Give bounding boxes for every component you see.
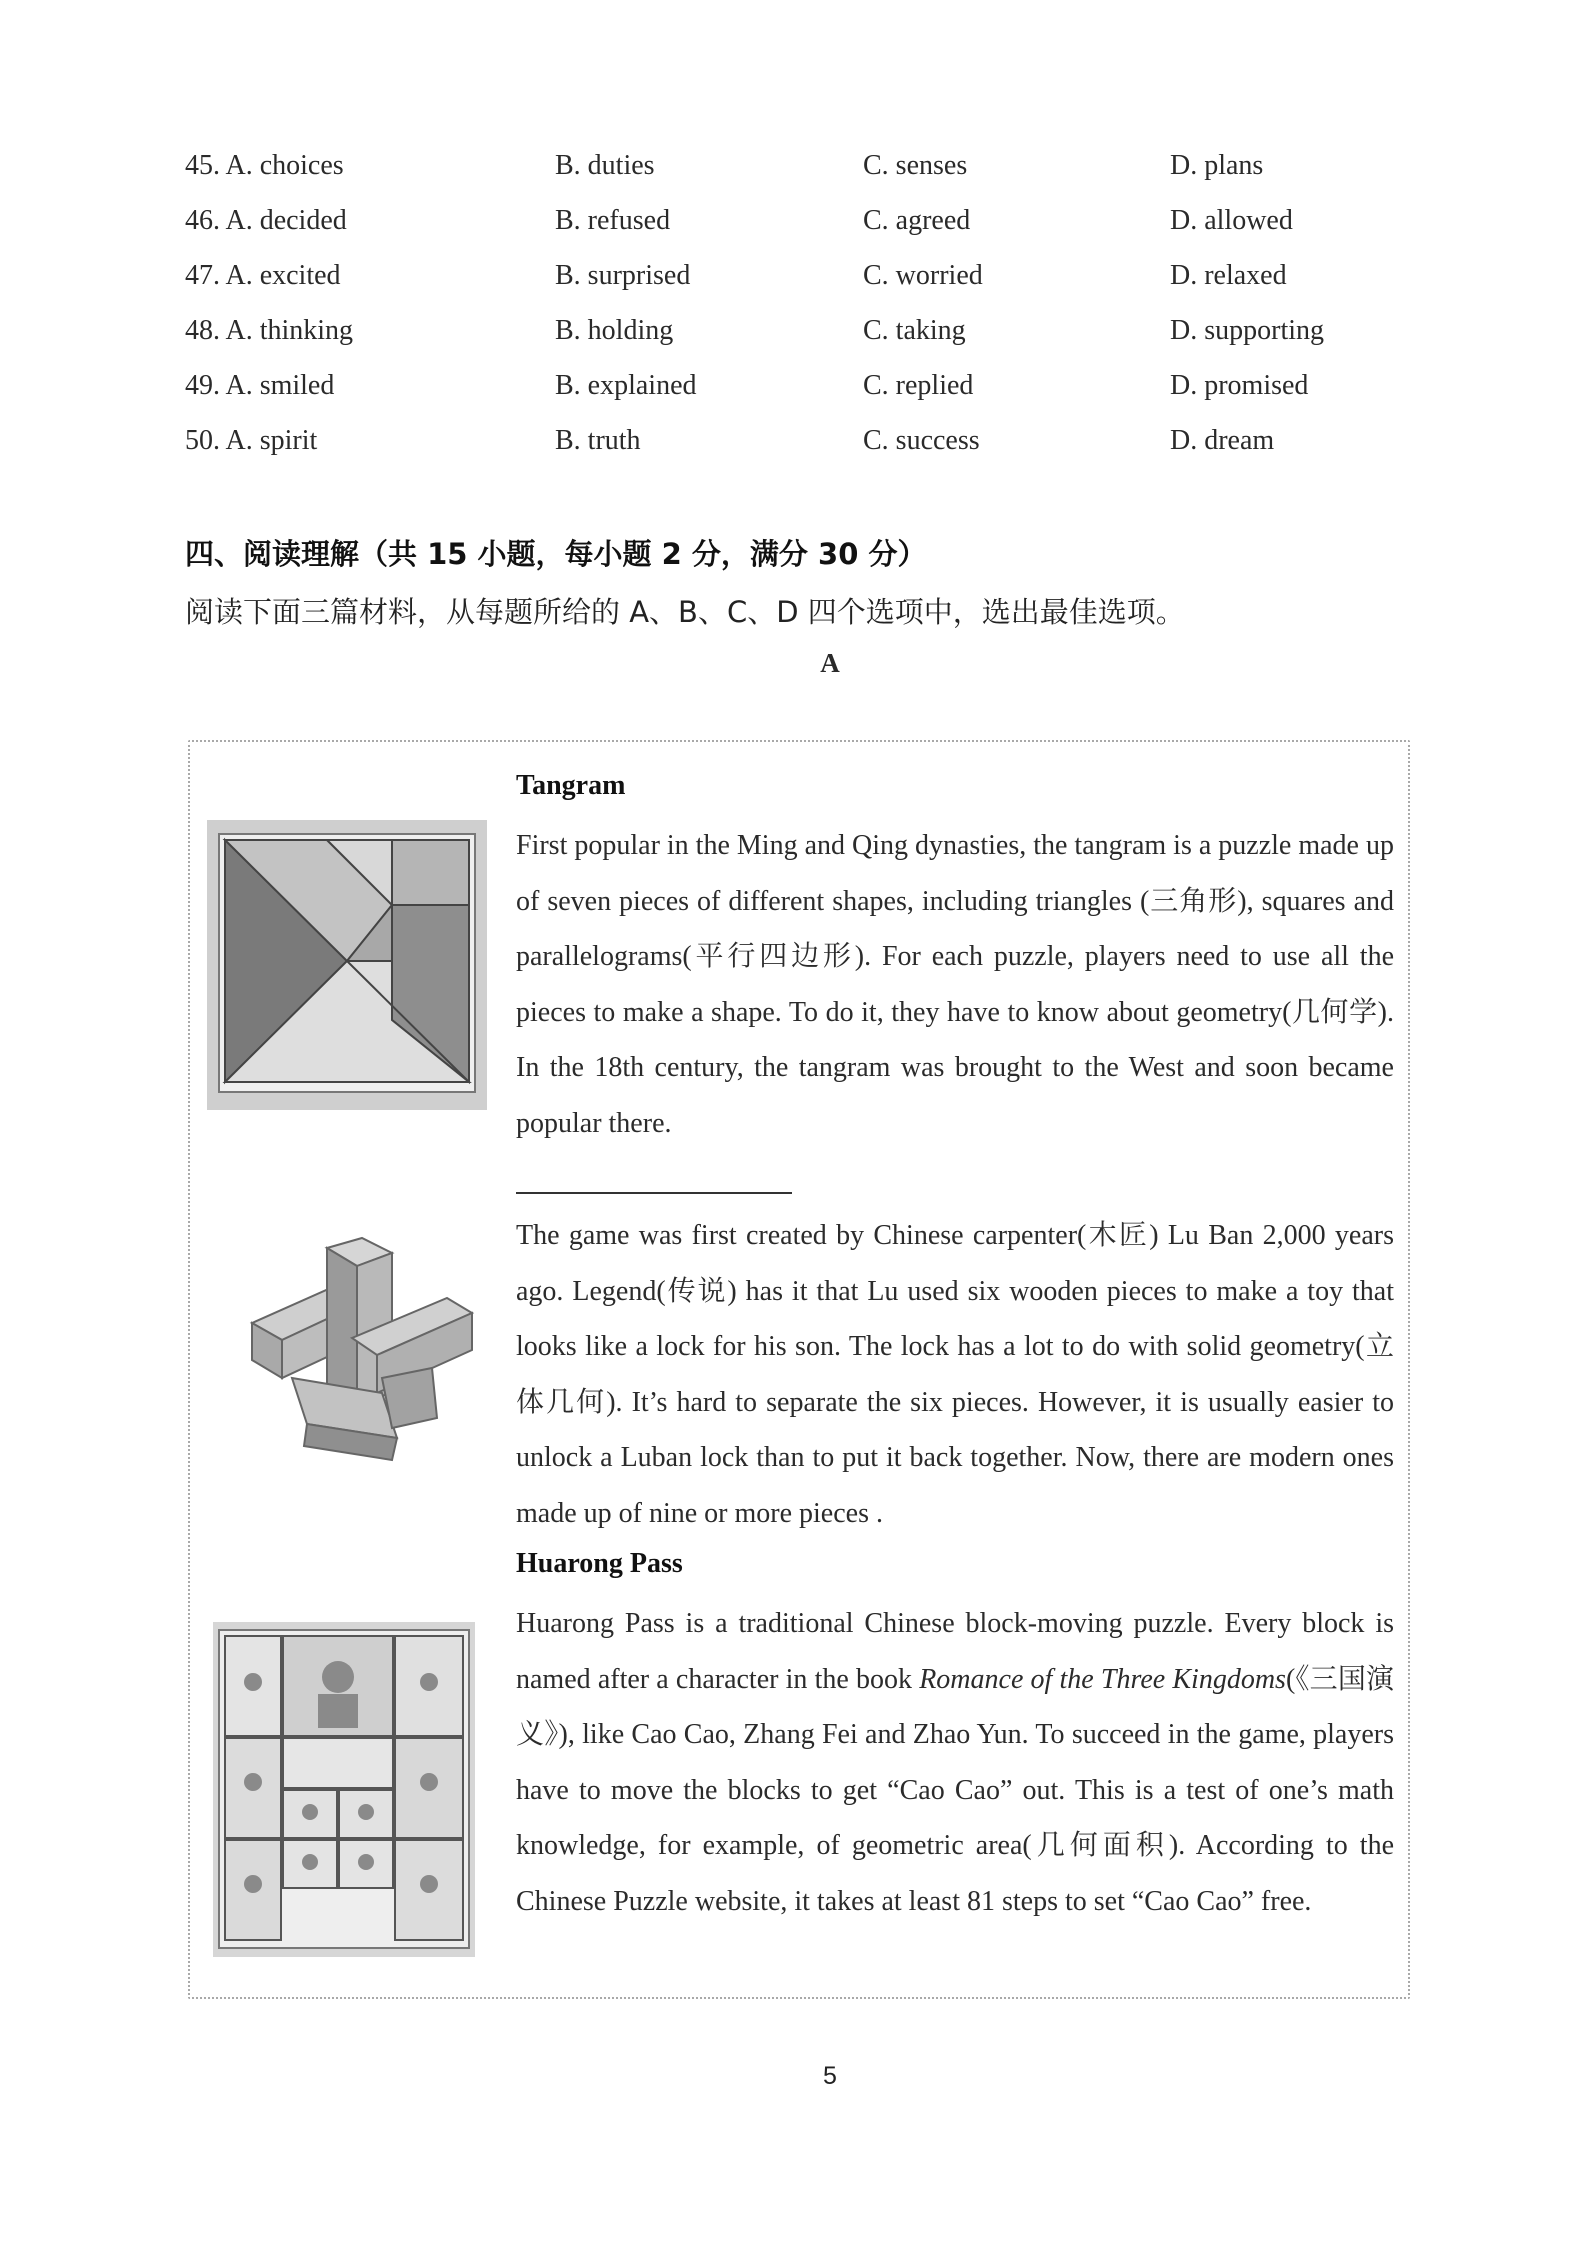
item-title-huarong-pass: Huarong Pass xyxy=(516,1548,683,1579)
option-c: C. taking xyxy=(863,315,966,346)
title-blank-line xyxy=(516,1192,792,1194)
option-row-50 xyxy=(185,425,1385,480)
item-title-tangram: Tangram xyxy=(516,770,626,801)
option-row-48 xyxy=(185,315,1385,370)
option-d: D. dream xyxy=(1170,425,1275,456)
option-b: B. truth xyxy=(555,425,641,456)
option-row-46 xyxy=(185,205,1385,260)
option-c: C. success xyxy=(863,425,980,456)
tangram-image xyxy=(207,820,487,1110)
option-row-47 xyxy=(185,260,1385,315)
option-b: B. surprised xyxy=(555,260,691,291)
option-d: D. promised xyxy=(1170,370,1309,401)
option-a: 48. A. thinking xyxy=(185,315,354,346)
item-text-luban-lock: The game was first created by Chinese carpenter(木匠) Lu Ban 2,000 years ago. Legend(传说) has it that Lu used six wooden pieces to make a toy that looks like a lock for his son. The lock has a lot to do with solid geometry(立体几何). It’s hard to separate the six pieces. However, it is usually easier to unlock a Luban lock than to put it back together. Now, there are modern ones made up of nine or more pieces . xyxy=(516,1220,1394,1529)
option-a: 45. A. choices xyxy=(185,150,344,181)
option-c: C. worried xyxy=(863,260,983,291)
option-b: B. holding xyxy=(555,315,674,346)
option-b: B. duties xyxy=(555,150,655,181)
option-a: 49. A. smiled xyxy=(185,370,335,401)
option-d: D. allowed xyxy=(1170,205,1293,236)
option-b: B. refused xyxy=(555,205,671,236)
book-title: Romance of the Three Kingdoms xyxy=(919,1663,1286,1695)
huarong-pass-image xyxy=(213,1622,475,1957)
option-a: 50. A. spirit xyxy=(185,425,318,456)
luban-lock-image xyxy=(232,1228,482,1473)
item-text-huarong-pass: Huarong Pass is a traditional Chinese block-moving puzzle. Every block is named after a character in the book Romance of the Three Kingdoms(《三国演义》), like Cao Cao, Zhang Fei and Zhao Yun. To succeed in the game, players have to move the blocks to get “Cao Cao” out. This is a test of one’s math knowledge, for example, of geometric area(几何面积). According to the Chinese Puzzle website, it takes at least 81 steps to set “Cao Cao” free. xyxy=(516,1608,1395,1917)
option-a: 47. A. excited xyxy=(185,260,341,291)
option-c: C. senses xyxy=(863,150,968,181)
item-text-tangram: First popular in the Ming and Qing dynasties, the tangram is a puzzle made up of seven pieces of different shapes, including triangles (三角形), squares and parallelograms(平行四边形). For each puzzle, players need to use all the pieces to make a shape. To do it, they have to know about geometry(几何学). In the 18th century, the tangram was brought to the West and soon became popular there. xyxy=(516,830,1394,1139)
section-instruction: 阅读下面三篇材料，从每题所给的 A、B、C、D 四个选项中，选出最佳选项。 xyxy=(185,595,1185,629)
option-d: D. relaxed xyxy=(1170,260,1287,291)
option-d: D. plans xyxy=(1170,150,1264,181)
page-number: 5 xyxy=(823,2062,837,2090)
option-row-49 xyxy=(185,370,1385,425)
option-a: 46. A. decided xyxy=(185,205,347,236)
option-c: C. agreed xyxy=(863,205,971,236)
option-b: B. explained xyxy=(555,370,697,401)
section-heading: 四、阅读理解（共 15 小题，每小题 2 分，满分 30 分） xyxy=(185,537,927,571)
option-d: D. supporting xyxy=(1170,315,1324,346)
option-c: C. replied xyxy=(863,370,974,401)
option-row-45 xyxy=(185,150,1385,205)
passage-letter: A xyxy=(820,648,840,678)
